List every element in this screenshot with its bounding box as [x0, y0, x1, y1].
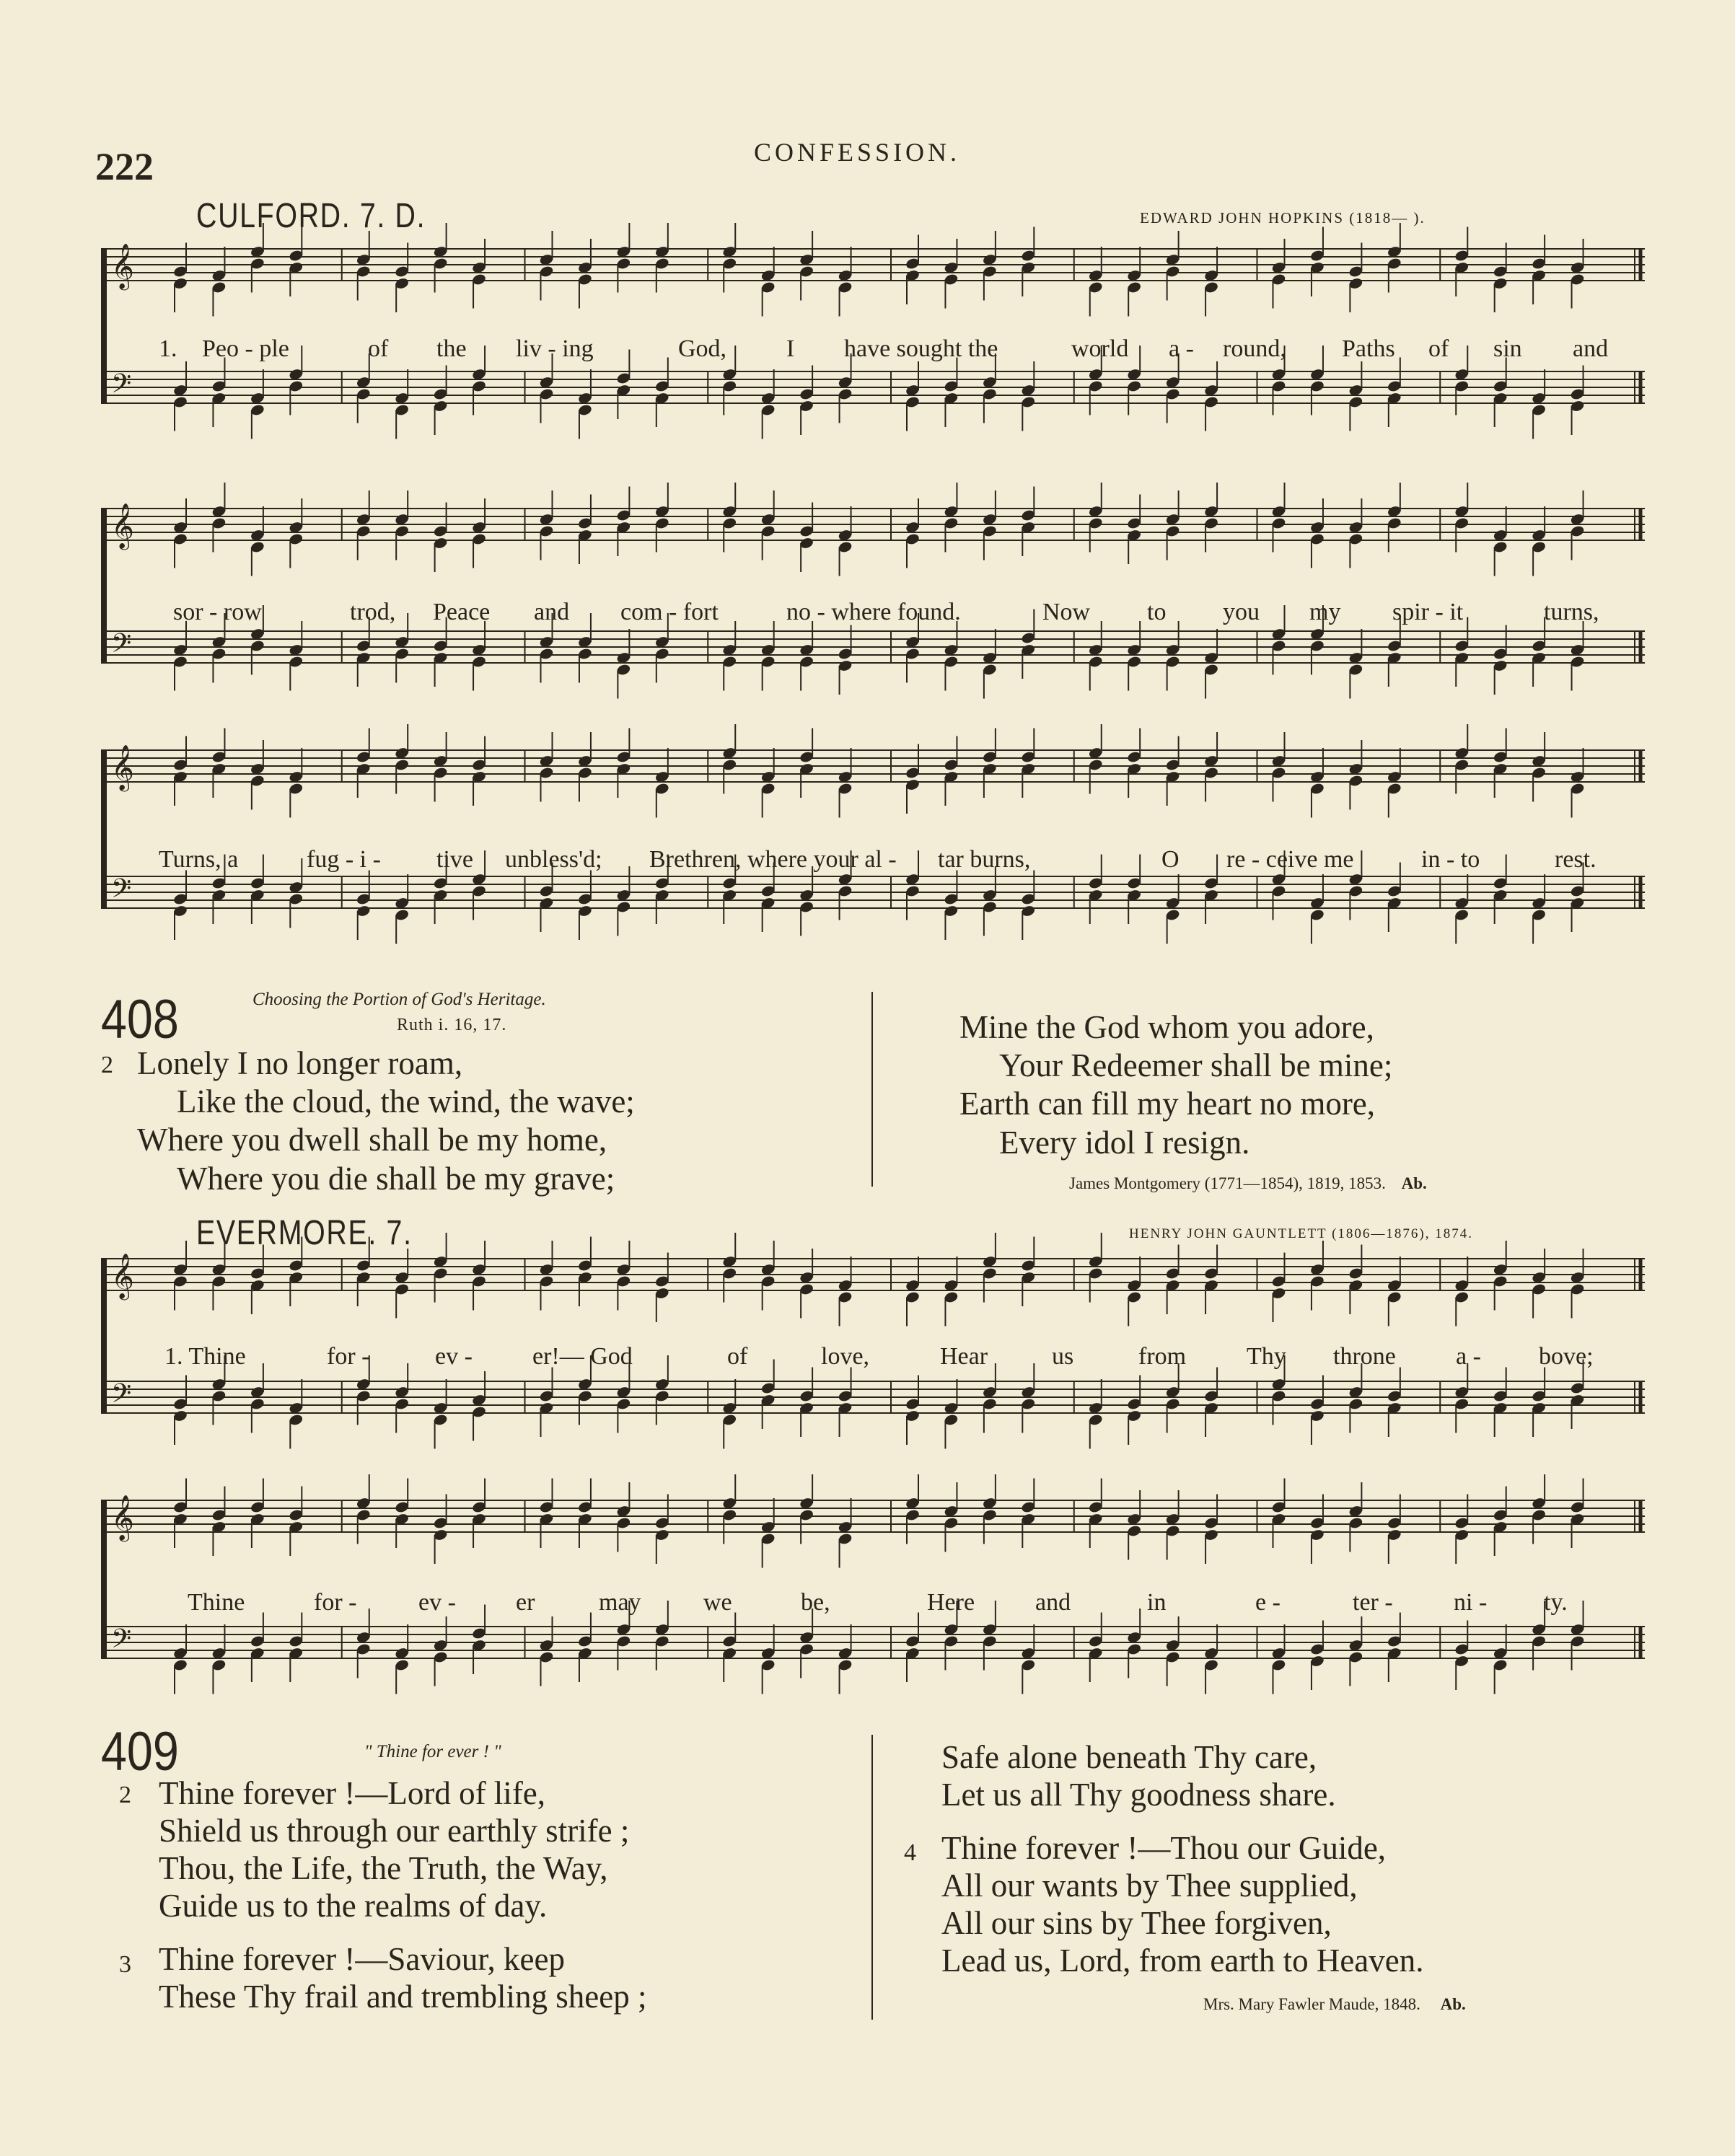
scripture-reference: Ruth i. 16, 17. — [397, 1016, 507, 1034]
lyric-syllable: and — [1573, 335, 1609, 362]
verse-line: Shield us through our earthly strife ; — [159, 1813, 630, 1849]
lyric-syllable: a - — [1456, 1343, 1481, 1370]
lyric-line — [188, 1589, 1638, 1618]
verse-line: Lonely I no longer roam, — [137, 1045, 463, 1081]
verse-line: Let us all Thy goodness share. — [941, 1777, 1336, 1813]
svg-text:𝄢: 𝄢 — [111, 628, 132, 665]
lyric-syllable: Here — [927, 1589, 975, 1616]
lyric-syllable: us — [1052, 1343, 1074, 1370]
lyric-syllable: have sought the — [844, 335, 998, 362]
lyric-syllable: Brethren, where your al - — [649, 846, 897, 873]
lyric-syllable: liv - ing — [516, 335, 594, 362]
tune-name-evermore: EVERMORE. 7. — [196, 1214, 413, 1252]
author-attribution — [1203, 1995, 1466, 2014]
lyric-syllable: Peace — [433, 599, 491, 625]
hymn-caption: Choosing the Portion of God's Heritage. — [252, 990, 546, 1009]
svg-text:𝄞: 𝄞 — [111, 1253, 134, 1298]
verse-line: Mine the God whom you adore, — [959, 1009, 1374, 1045]
svg-text:𝄞: 𝄞 — [111, 503, 134, 548]
staff-engraving — [101, 1233, 1645, 1449]
music-system-409-1 — [101, 1255, 1645, 1464]
author-attribution — [1069, 1174, 1427, 1193]
lyric-syllable: round, — [1223, 335, 1286, 362]
lyric-syllable: fug - i - — [307, 846, 381, 873]
hymn-number-408: 408 — [101, 989, 179, 1050]
lyric-syllable: and — [534, 599, 570, 625]
svg-text:𝄞: 𝄞 — [111, 1495, 134, 1540]
column-divider — [871, 992, 873, 1187]
lyric-syllable: Paths — [1342, 335, 1395, 362]
verse-line: Safe alone beneath Thy care, — [941, 1739, 1317, 1775]
hymn-number-409: 409 — [101, 1721, 179, 1782]
lyric-syllable: from — [1138, 1343, 1187, 1370]
svg-text:𝄢: 𝄢 — [111, 1378, 132, 1415]
lyric-syllable: Hear — [940, 1343, 988, 1370]
lyric-syllable: Now — [1042, 599, 1091, 625]
verse-line: Like the cloud, the wind, the wave; — [177, 1083, 635, 1119]
lyric-syllable: 1. — [159, 335, 177, 362]
lyric-syllable: Peo - ple — [202, 335, 289, 362]
lyric-syllable: we — [703, 1589, 732, 1616]
hymn-caption: " Thine for ever ! " — [364, 1742, 501, 1761]
svg-text:𝄞: 𝄞 — [111, 243, 134, 289]
tune-name-culford: CULFORD. 7. D. — [196, 197, 426, 235]
composer-gauntlett: HENRY JOHN GAUNTLETT (1806—1876), 1874. — [1129, 1226, 1473, 1241]
lyric-syllable: may — [599, 1589, 641, 1616]
music-system-408-3 — [101, 744, 1645, 963]
music-system-408-2 — [101, 505, 1645, 714]
verse-line: Where you dwell shall be my home, — [137, 1122, 607, 1158]
author-name: Mrs. Mary Fawler Maude, 1848. — [1203, 1995, 1420, 2013]
lyric-line — [159, 846, 1645, 875]
verse-line: Earth can fill my heart no more, — [959, 1086, 1376, 1122]
stanza-number: 2 — [101, 1052, 113, 1078]
staff-engraving — [101, 1474, 1645, 1694]
lyric-syllable: sin — [1493, 335, 1522, 362]
verse-line: Lead us, Lord, from earth to Heaven. — [941, 1942, 1424, 1979]
lyric-syllable: Thine — [188, 1589, 245, 1616]
lyric-syllable: no - where found. — [786, 599, 961, 625]
lyric-syllable: world — [1071, 335, 1129, 362]
composer-hopkins: EDWARD JOHN HOPKINS (1818— ). — [1140, 209, 1426, 226]
column-divider — [871, 1735, 873, 2020]
verse-line: Where you die shall be my grave; — [177, 1161, 615, 1197]
running-head: CONFESSION. — [754, 138, 961, 167]
verse-line: Thou, the Life, the Truth, the Way, — [159, 1850, 608, 1886]
lyric-syllable: of — [727, 1343, 748, 1370]
lyric-line — [159, 335, 1645, 364]
lyric-syllable: spir - it — [1392, 599, 1464, 625]
music-system-409-2 — [101, 1497, 1645, 1713]
lyric-syllable: I — [786, 335, 795, 362]
stanza-number: 2 — [119, 1782, 131, 1808]
verse-line: Thine forever !—Saviour, keep — [159, 1941, 565, 1977]
lyric-syllable: bove; — [1539, 1343, 1594, 1370]
lyric-syllable: O — [1161, 846, 1180, 873]
verse-line: Thine forever !—Lord of life, — [159, 1775, 546, 1811]
lyric-syllable: ev - — [418, 1589, 456, 1616]
lyric-syllable: 1. Thine — [164, 1343, 246, 1370]
author-name: James Montgomery (1771—1854), 1819, 1853. — [1069, 1174, 1386, 1192]
abbreviation-mark: Ab. — [1401, 1174, 1427, 1192]
page-number: 222 — [95, 145, 154, 188]
verse-line: Thine forever !—Thou our Guide, — [941, 1830, 1387, 1866]
lyric-syllable: trod, — [350, 599, 396, 625]
lyric-syllable: of — [368, 335, 389, 362]
staff-engraving — [101, 483, 1645, 699]
lyric-syllable: God, — [678, 335, 727, 362]
verse-line: All our sins by Thee forgiven, — [941, 1905, 1332, 1941]
stanza-number: 3 — [119, 1951, 131, 1978]
staff-engraving — [101, 724, 1645, 944]
svg-text:𝄞: 𝄞 — [111, 744, 134, 790]
verse-line: Your Redeemer shall be mine; — [999, 1047, 1393, 1083]
lyric-syllable: be, — [801, 1589, 830, 1616]
lyric-line — [173, 599, 1645, 628]
lyric-syllable: Turns, a — [159, 846, 239, 873]
lyric-syllable: turns, — [1544, 599, 1599, 625]
verse-line: Guide us to the realms of day. — [159, 1888, 548, 1924]
lyric-syllable: and — [1035, 1589, 1071, 1616]
lyric-syllable: ev - — [435, 1343, 473, 1370]
lyric-syllable: e - — [1255, 1589, 1281, 1616]
staff-engraving — [101, 223, 1645, 439]
lyric-syllable: ni - — [1454, 1589, 1488, 1616]
lyric-syllable: rest. — [1555, 846, 1596, 873]
lyric-syllable: a - — [1169, 335, 1194, 362]
lyric-syllable: for - — [327, 1343, 370, 1370]
verse-line: These Thy frail and trembling sheep ; — [159, 1979, 647, 2015]
lyric-syllable: tive — [436, 846, 473, 873]
verse-line: Every idol I resign. — [999, 1125, 1250, 1161]
lyric-syllable: sor - row — [173, 599, 262, 625]
lyric-syllable: the — [436, 335, 467, 362]
lyric-syllable: er!— God — [532, 1343, 633, 1370]
lyric-syllable: you — [1223, 599, 1260, 625]
lyric-syllable: Thy — [1247, 1343, 1286, 1370]
abbreviation-mark: Ab. — [1440, 1995, 1466, 2013]
lyric-syllable: my — [1309, 599, 1341, 625]
lyric-syllable: throne — [1333, 1343, 1396, 1370]
verse-line: All our wants by Thee supplied, — [941, 1867, 1358, 1904]
lyric-syllable: tar burns, — [938, 846, 1031, 873]
lyric-syllable: ter - — [1353, 1589, 1393, 1616]
lyric-syllable: unbless'd; — [505, 846, 602, 873]
lyric-syllable: re - ceive me — [1226, 846, 1354, 873]
svg-text:𝄢: 𝄢 — [111, 1624, 132, 1660]
lyric-syllable: in — [1147, 1589, 1167, 1616]
svg-text:𝄢: 𝄢 — [111, 874, 132, 910]
lyric-line — [164, 1343, 1643, 1372]
lyric-syllable: of — [1428, 335, 1449, 362]
lyric-syllable: for - — [314, 1589, 357, 1616]
lyric-syllable: love, — [821, 1343, 870, 1370]
lyric-syllable: com - fort — [620, 599, 719, 625]
music-system-408-1 — [101, 245, 1645, 454]
lyric-syllable: in - to — [1421, 846, 1480, 873]
svg-text:𝄢: 𝄢 — [111, 369, 132, 405]
lyric-syllable: er — [516, 1589, 535, 1616]
lyric-syllable: to — [1147, 599, 1167, 625]
lyric-syllable: ty. — [1544, 1589, 1568, 1616]
stanza-number: 4 — [904, 1839, 916, 1866]
